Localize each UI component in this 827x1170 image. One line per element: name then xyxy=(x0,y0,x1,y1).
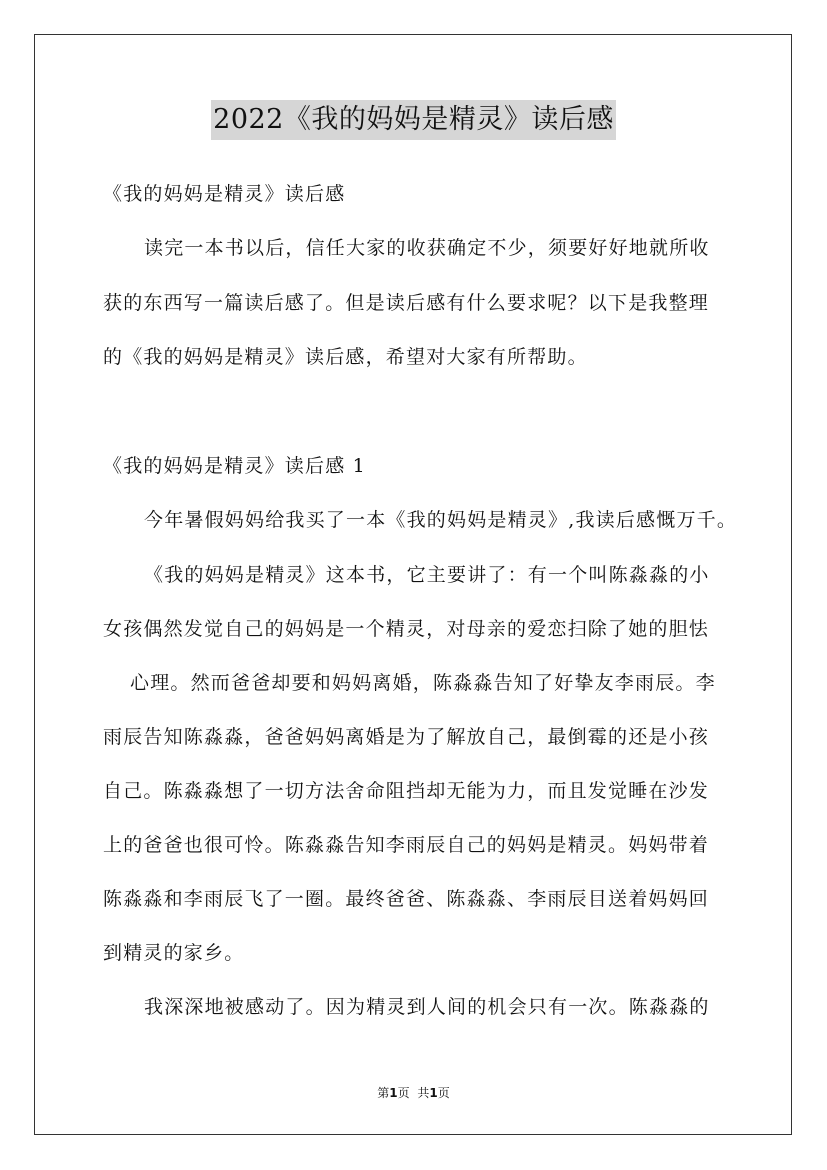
body-line-7: 上的爸爸也很可怜。陈淼淼告知李雨辰自己的妈妈是精灵。妈妈带着 xyxy=(103,834,710,856)
body-line-9: 到精灵的家乡。 xyxy=(103,942,245,964)
body-line-4: 心理。然而爸爸却要和妈妈离婚，陈淼淼告知了好挚友李雨辰。李 xyxy=(130,672,716,694)
footer-total-number: 1 xyxy=(429,1086,438,1100)
footer-page-suffix: 页 xyxy=(397,1086,410,1100)
body-line-2: 《我的妈妈是精灵》这本书，它主要讲了：有一个叫陈淼淼的小 xyxy=(144,564,710,586)
body-line-10: 我深深地被感动了。因为精灵到人间的机会只有一次。陈淼淼的 xyxy=(144,996,710,1018)
subtitle: 《我的妈妈是精灵》读后感 xyxy=(103,183,346,205)
intro-line-1: 读完一本书以后，信任大家的收获确定不少，须要好好地就所收 xyxy=(144,237,710,259)
footer-total-suffix: 页 xyxy=(437,1086,450,1100)
body-line-3: 女孩偶然发觉自己的妈妈是一个精灵，对母亲的爱恋扫除了她的胆怯 xyxy=(103,618,710,640)
intro-line-2: 获的东西写一篇读后感了。但是读后感有什么要求呢？以下是我整理 xyxy=(103,292,710,314)
title-container xyxy=(0,100,827,140)
body-line-6: 自己。陈淼淼想了一切方法舍命阻挡却无能为力，而且发觉睡在沙发 xyxy=(103,780,710,802)
footer-page-number: 1 xyxy=(389,1086,398,1100)
page-footer xyxy=(0,1084,827,1101)
intro-line-3: 的《我的妈妈是精灵》读后感，希望对大家有所帮助。 xyxy=(103,346,588,368)
body-line-1: 今年暑假妈妈给我买了一本《我的妈妈是精灵》,我读后感慨万千。 xyxy=(144,509,738,531)
footer-page-prefix: 第 xyxy=(377,1086,390,1100)
body-line-5: 雨辰告知陈淼淼，爸爸妈妈离婚是为了解放自己，最倒霉的还是小孩 xyxy=(103,726,710,748)
section-heading: 《我的妈妈是精灵》读后感 1 xyxy=(103,455,366,477)
document-title: 2022《我的妈妈是精灵》读后感 xyxy=(211,100,616,140)
body-line-8: 陈淼淼和李雨辰飞了一圈。最终爸爸、陈淼淼、李雨辰目送着妈妈回 xyxy=(103,888,710,910)
footer-total-prefix: 共 xyxy=(417,1086,430,1100)
